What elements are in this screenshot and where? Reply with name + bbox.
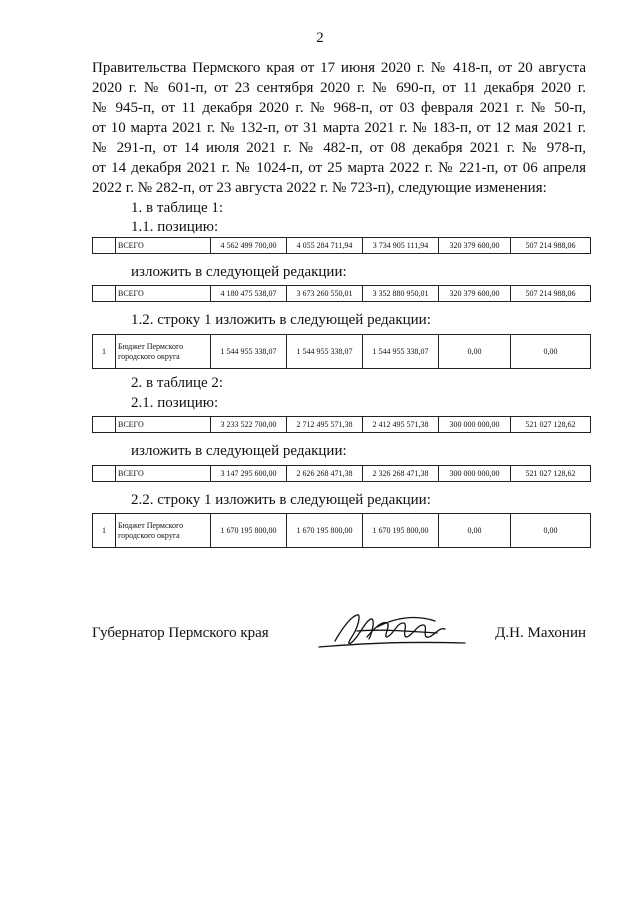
- cell-value: 507 214 988,06: [511, 286, 591, 302]
- cell-num: 1: [93, 335, 116, 369]
- table-row: [93, 466, 591, 482]
- table-row: [93, 238, 591, 254]
- intro-line: № 291-п, от 14 июля 2021 г. № 482-п, от 08 декабря 2021 г. № 978-п,: [92, 140, 586, 156]
- handwritten-signature: [317, 607, 467, 651]
- intro-line: № 945-п, от 11 декабря 2020 г. № 968-п, от 03 февраля 2021 г. № 50-п,: [92, 100, 586, 116]
- item-2-1-heading: 2.1. позицию:: [131, 395, 219, 411]
- cell-value: 4 180 475 538,07: [211, 286, 287, 302]
- cell-label: ВСЕГО: [116, 417, 211, 433]
- cell-value: 3 147 295 600,00: [211, 466, 287, 482]
- cell-value: 1 670 195 800,00: [211, 514, 287, 548]
- table-row: [93, 335, 591, 369]
- cell-value: 1 670 195 800,00: [363, 514, 439, 548]
- cell-value: 3 673 260 550,01: [287, 286, 363, 302]
- cell-value: 1 544 955 338,07: [211, 335, 287, 369]
- item-2-2-heading: 2.2. строку 1 изложить в следующей редакции:: [131, 492, 431, 508]
- signatory-position: Губернатор Пермского края: [92, 625, 269, 641]
- table-1-row-1: [92, 334, 591, 369]
- cell-num: 1: [93, 514, 116, 548]
- cell-value: 0,00: [511, 514, 591, 548]
- item-2-1-replace: изложить в следующей редакции:: [131, 443, 347, 459]
- item-2-heading: 2. в таблице 2:: [131, 375, 224, 391]
- cell-label: ВСЕГО: [116, 466, 211, 482]
- cell-value: 3 734 905 111,94: [363, 238, 439, 254]
- cell-label: Бюджет Пермского городского округа: [116, 514, 211, 548]
- signature-block: [92, 625, 586, 649]
- cell-value: 3 352 880 950,01: [363, 286, 439, 302]
- item-1-1-replace: изложить в следующей редакции:: [131, 264, 347, 280]
- intro-line: Правительства Пермского края от 17 июня 2020 г. № 418-п, от 20 августа: [92, 60, 586, 76]
- intro-line: от 10 марта 2021 г. № 132-п, от 31 марта 2021 г. № 183-п, от 12 мая 2021 г.: [92, 120, 586, 136]
- intro-line: 2022 г. № 282-п, от 23 августа 2022 г. № 723-п), следующие изменения:: [92, 180, 547, 196]
- cell-value: 1 544 955 338,07: [287, 335, 363, 369]
- cell-value: 521 027 128,62: [511, 466, 591, 482]
- signatory-name: Д.Н. Махонин: [495, 625, 586, 641]
- cell-value: 300 000 000,00: [439, 417, 511, 433]
- cell-value: 4 055 284 711,94: [287, 238, 363, 254]
- cell-num: [93, 286, 116, 302]
- cell-value: 2 326 268 471,38: [363, 466, 439, 482]
- cell-num: [93, 466, 116, 482]
- cell-value: 4 562 499 700,00: [211, 238, 287, 254]
- table-2-row-1: [92, 513, 591, 548]
- cell-label: Бюджет Пермского городского округа: [116, 335, 211, 369]
- table-row: [93, 286, 591, 302]
- item-1-1-heading: 1.1. позицию:: [131, 219, 219, 235]
- cell-value: 1 670 195 800,00: [287, 514, 363, 548]
- intro-line: от 14 декабря 2021 г. № 1024-п, от 25 марта 2022 г. № 221-п, от 06 апреля: [92, 160, 586, 176]
- cell-value: 2 626 268 471,38: [287, 466, 363, 482]
- cell-value: 521 027 128,62: [511, 417, 591, 433]
- cell-label: ВСЕГО: [116, 238, 211, 254]
- item-1-2-heading: 1.2. строку 1 изложить в следующей редакции:: [131, 312, 431, 328]
- table-1-new-total: [92, 285, 591, 302]
- table-1-old-total: [92, 237, 591, 254]
- intro-line: 2020 г. № 601-п, от 23 сентября 2020 г. № 690-п, от 11 декабря 2020 г.: [92, 80, 586, 96]
- cell-value: 0,00: [439, 514, 511, 548]
- cell-value: 2 712 495 571,38: [287, 417, 363, 433]
- table-2-old-total: [92, 416, 591, 433]
- cell-value: 320 379 600,00: [439, 238, 511, 254]
- cell-value: 300 000 000,00: [439, 466, 511, 482]
- cell-value: 3 233 522 700,00: [211, 417, 287, 433]
- table-2-new-total: [92, 465, 591, 482]
- cell-num: [93, 238, 116, 254]
- cell-value: 320 379 600,00: [439, 286, 511, 302]
- cell-value: 0,00: [439, 335, 511, 369]
- cell-value: 2 412 495 571,38: [363, 417, 439, 433]
- cell-value: 1 544 955 338,07: [363, 335, 439, 369]
- table-row: [93, 514, 591, 548]
- cell-label: ВСЕГО: [116, 286, 211, 302]
- cell-value: 507 214 988,06: [511, 238, 591, 254]
- table-row: [93, 417, 591, 433]
- item-1-heading: 1. в таблице 1:: [131, 200, 224, 216]
- page-number: 2: [316, 30, 324, 46]
- cell-num: [93, 417, 116, 433]
- cell-value: 0,00: [511, 335, 591, 369]
